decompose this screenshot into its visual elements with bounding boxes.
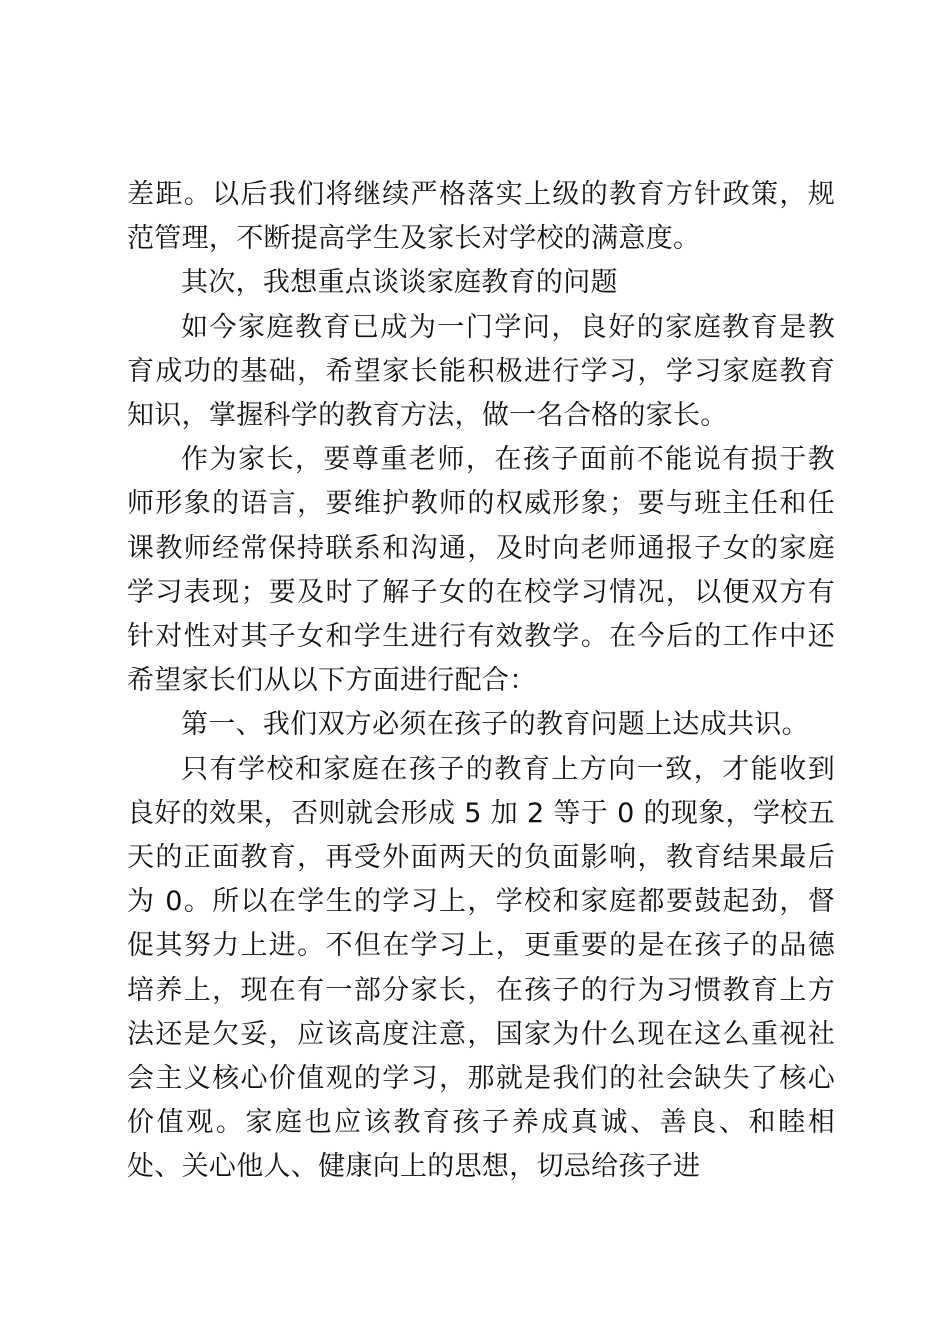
paragraph-continuation: 差距。以后我们将继续严格落实上级的教育方针政策，规范管理，不断提高学生及家长对学校的满意度。 xyxy=(127,179,835,255)
paragraph-family-education-importance: 如今家庭教育已成为一门学问，良好的家庭教育是教育成功的基础，希望家长能积极进行学习，学习家庭教育知识，掌握科学的教育方法，做一名合格的家长。 xyxy=(127,311,835,432)
paragraph-point-one-detail: 只有学校和家庭在孩子的教育上方向一致，才能收到良好的效果，否则就会形成 5 加 2 等于 0 的现象，学校五天的正面教育，再受外面两天的负面影响，教育结果最后为 0。所以在学生的学习上，学校和家庭都要鼓起劲，督促其努力上进。不但在学习上，更重要的是在孩子的品德培养上，现在有一部分家长，在孩子的行为习惯教育上方法还是欠妥，应该高度注意，国家为什么现在这么重视社会主义核心价值观的学习，那就是我们的社会缺失了核心价值观。家庭也应该教育孩子养成真诚、善良、和睦相处、关心他人、健康向上的思想，切忌给孩子进 xyxy=(127,753,835,1183)
document-body xyxy=(127,173,835,1190)
paragraph-heading-family-education: 其次，我想重点谈谈家庭教育的问题 xyxy=(181,267,618,299)
paragraph-point-one: 第一、我们双方必须在孩子的教育问题上达成共识。 xyxy=(181,709,809,741)
paragraph-parent-role: 作为家长，要尊重老师，在孩子面前不能说有损于教师形象的语言，要维护教师的权威形象；要与班主任和任课教师经常保持联系和沟通，及时向老师通报子女的家庭学习表现；要及时了解子女的在校学习情况，以便双方有针对性对其子女和学生进行有效教学。在今后的工作中还希望家长们从以下方面进行配合： xyxy=(127,444,835,697)
